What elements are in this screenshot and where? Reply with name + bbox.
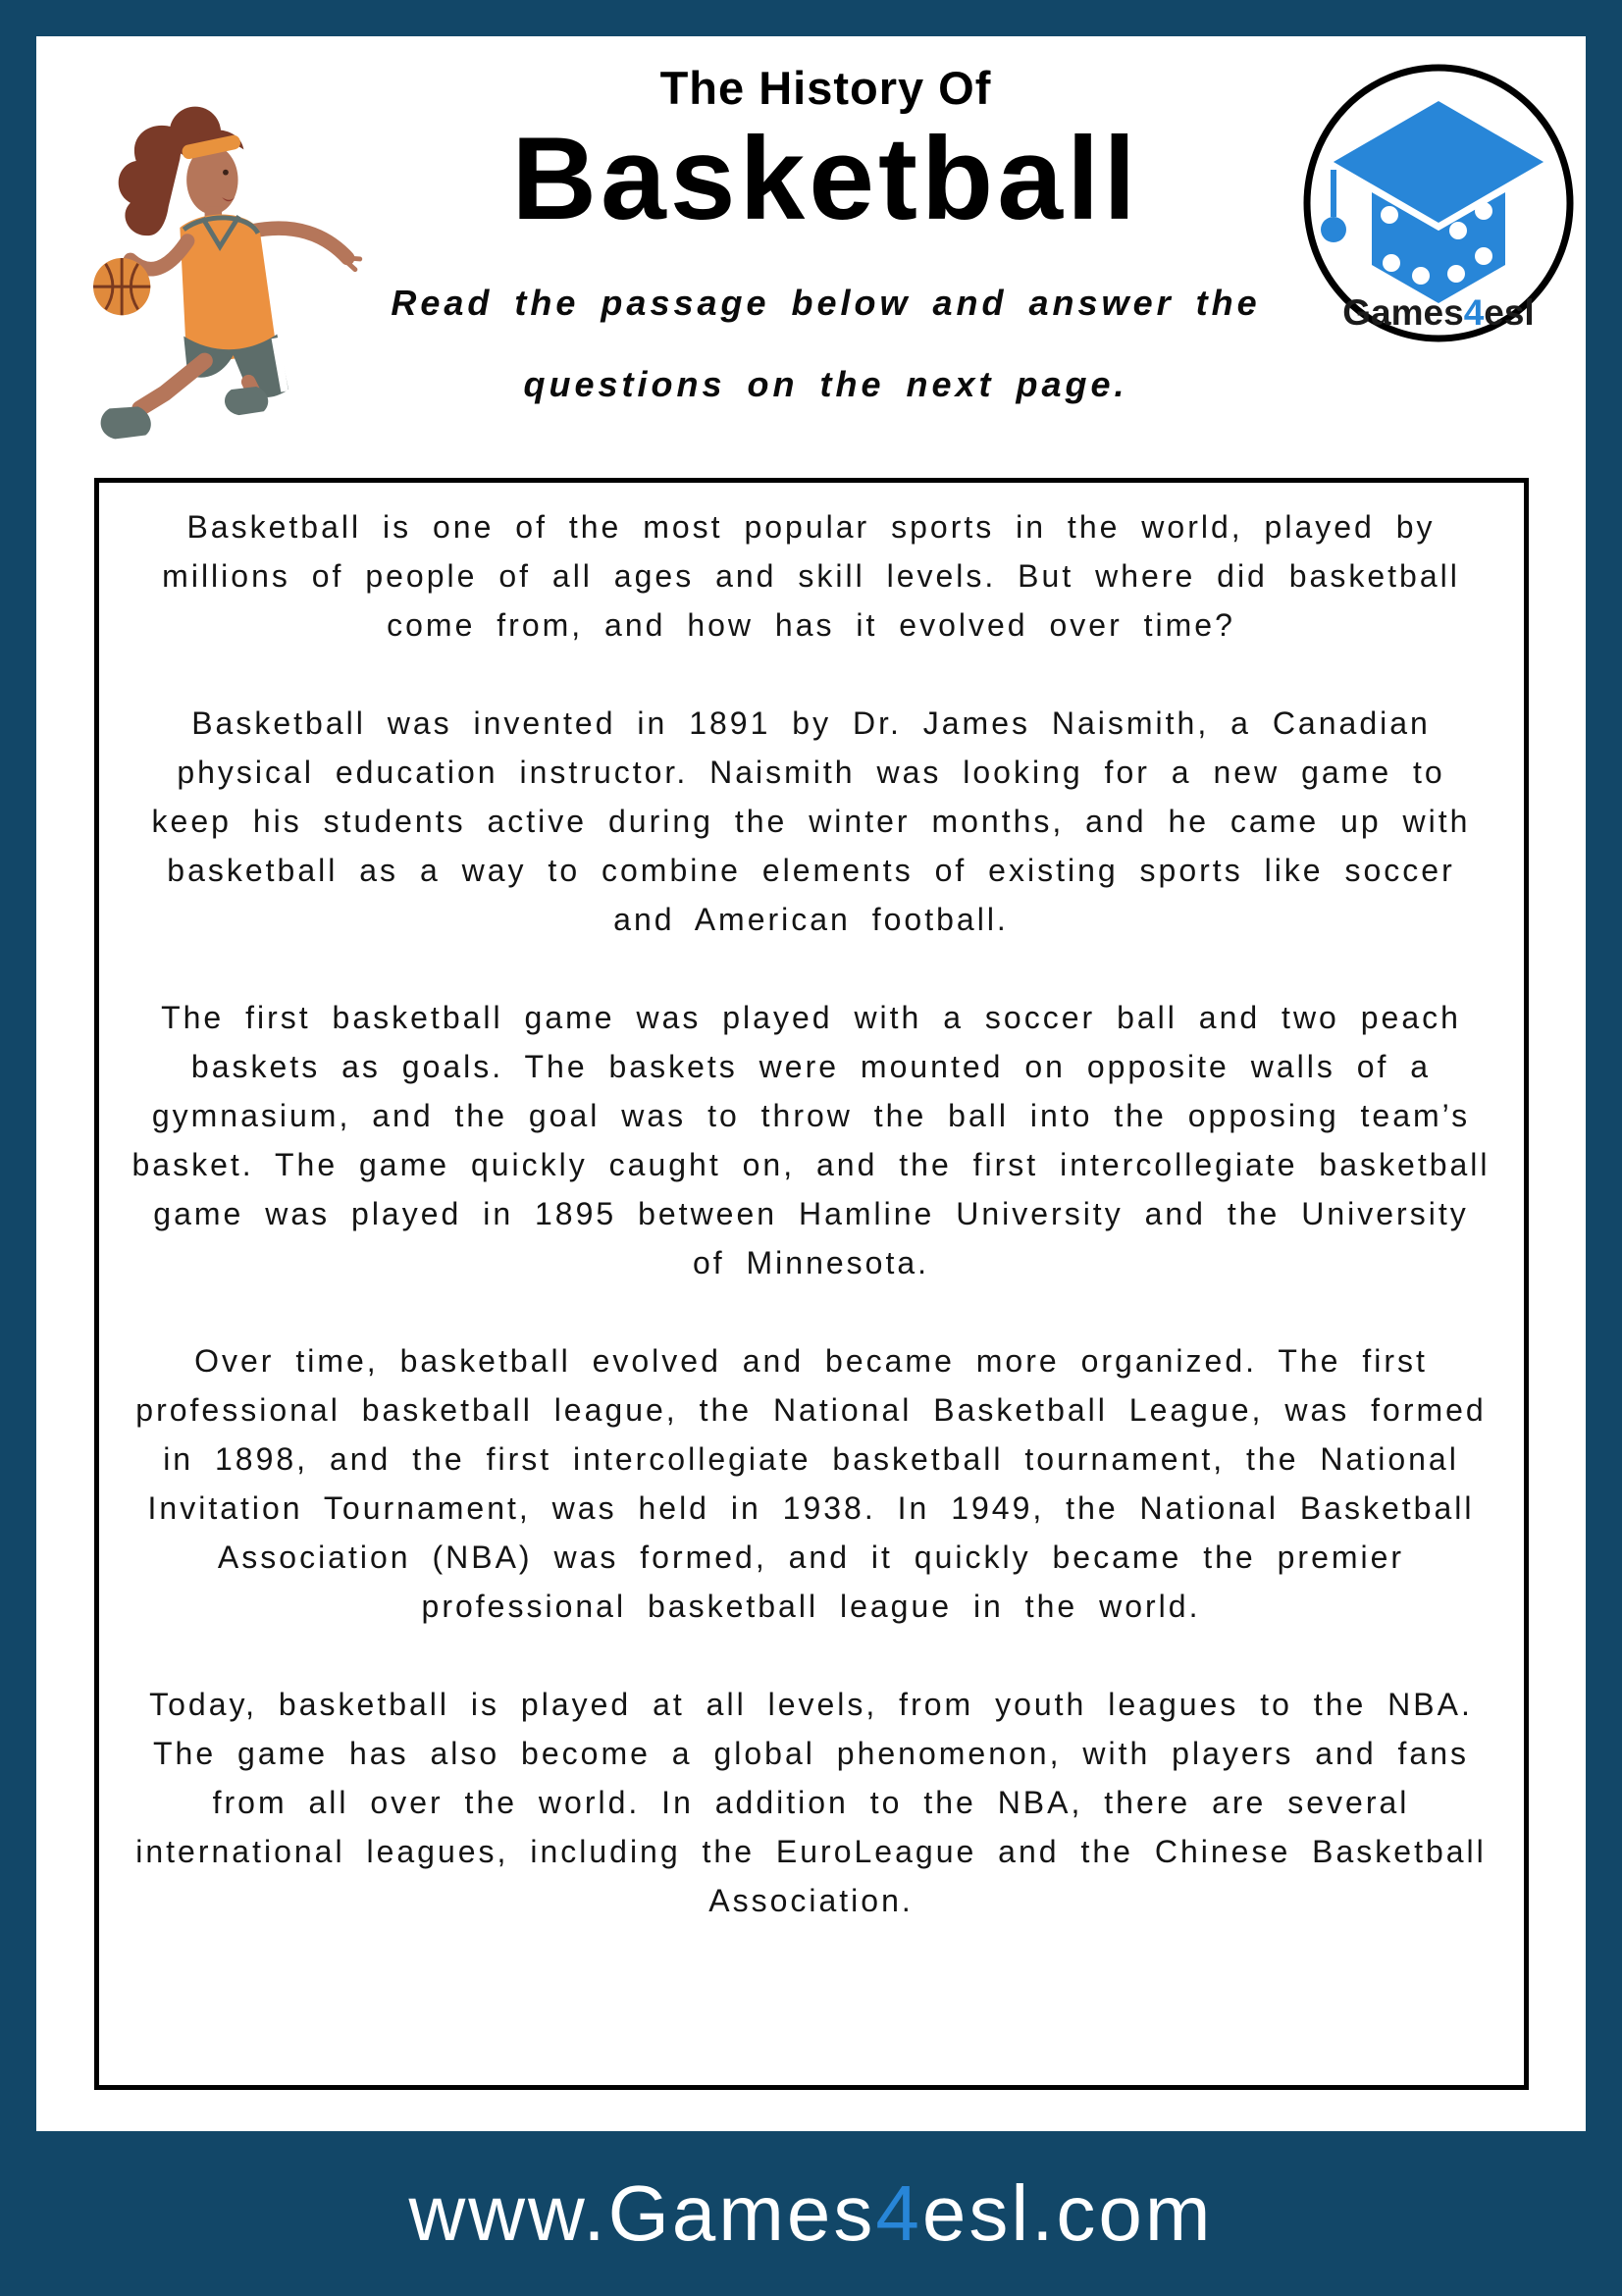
page-title-prefix: The History Of xyxy=(659,62,992,114)
website-url xyxy=(408,2168,1213,2259)
page-title: Basketball xyxy=(511,113,1140,244)
basketball-icon xyxy=(93,258,150,315)
basketball-player-icon xyxy=(62,52,386,464)
basketball-player-illustration xyxy=(36,36,360,478)
logo-brand-suffix: esl xyxy=(1484,292,1535,333)
passage-paragraph-2: Basketball was invented in 1891 by Dr. James Naismith, a Canadian physical education instructor. Naismith was looking for a new game to keep his students active during the winter months, and he came up with basketball as a way to combine elements of existing sports like soccer and American football. xyxy=(151,705,1471,937)
title-block xyxy=(360,36,1291,478)
website-url-prefix: www.Games xyxy=(408,2169,876,2257)
logo-brand-prefix: Games xyxy=(1342,292,1464,333)
logo-badge xyxy=(1301,62,1576,344)
instructions-text: Read the passage below and answer the questions on the next page. xyxy=(391,283,1261,404)
passage-paragraph-4: Over time, basketball evolved and became more organized. The first professional basketball league, the National Basketball League, was formed in 1898, and the first intercollegiate basketball tournament, the National Invitation Tournament, was held in 1938. In 1949, the National Basketball Association (NBA) was formed, and it quickly became the premier professional basketball league in the world. xyxy=(135,1343,1487,1624)
passage-paragraph-3: The first basketball game was played with a soccer ball and two peach baskets as goals. The baskets were mounted on opposite walls of a gymnasium, and the goal was to throw the ball into the opposing team’s basket. The game quickly caught on, and the first intercollegiate basketball game was played in 1895 between Hamline University and the University of Minnesota. xyxy=(131,1000,1491,1280)
website-url-digit: 4 xyxy=(875,2169,922,2257)
logo-brand-digit: 4 xyxy=(1463,292,1485,333)
header xyxy=(36,36,1586,478)
games4esl-logo xyxy=(1291,36,1586,478)
passage-box xyxy=(94,478,1529,2090)
passage-paragraph-1: Basketball is one of the most popular sports in the world, played by millions of people of all ages and skill levels. But where did basketball come from, and how has it evolved over time? xyxy=(162,509,1460,643)
website-url-suffix: esl.com xyxy=(921,2169,1214,2257)
paper xyxy=(36,36,1586,2131)
logo-brand-text xyxy=(1342,292,1534,333)
footer xyxy=(0,2131,1622,2296)
passage-paragraph-5: Today, basketball is played at all levels, from youth leagues to the NBA. The game has also become a global phenomenon, with players and fans from all over the world. In addition to the NBA, there are several international leagues, including the EuroLeague and the Chinese Basketball Association. xyxy=(135,1687,1487,1918)
